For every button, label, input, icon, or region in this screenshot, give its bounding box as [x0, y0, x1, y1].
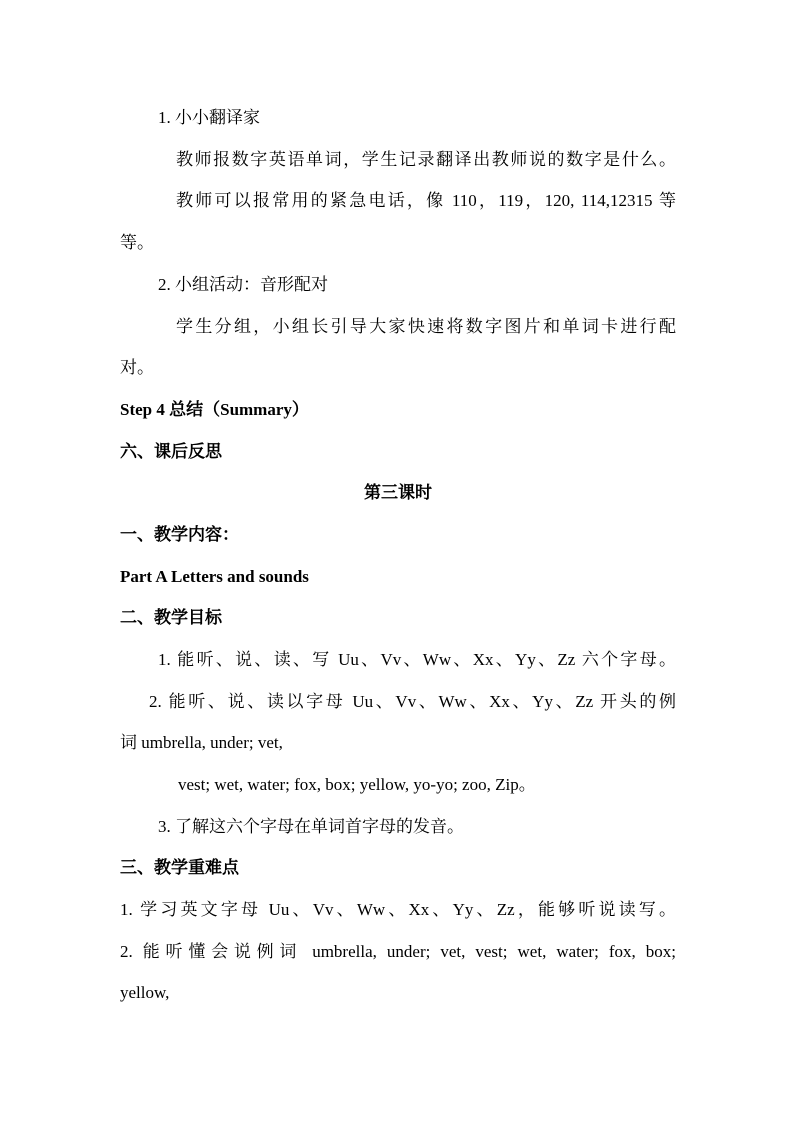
section-heading: 六、课后反思 [120, 442, 222, 461]
lesson-title: 第三课时 [364, 483, 432, 502]
paragraph-line: 教师报数字英语单词，学生记录翻译出教师说的数字是什么。 [176, 150, 676, 169]
objective-item: 3. 了解这六个字母在单词首字母的发音。 [158, 817, 464, 836]
paragraph-line: 教师可以报常用的紧急电话，像 110，119，120, 114,12315 等 [176, 191, 676, 210]
step-heading: Step 4 总结（Summary） [120, 400, 309, 419]
section-heading: 三、教学重难点 [120, 858, 239, 877]
paragraph-line: 对。 [120, 358, 154, 377]
objective-item: 2. 能听、说、读以字母 Uu、Vv、Ww、Xx、Yy、Zz 开头的例 [149, 692, 676, 711]
objective-item: 1. 能听、说、读、写 Uu、Vv、Ww、Xx、Yy、Zz 六个字母。 [158, 650, 676, 669]
paragraph-line: vest; wet, water; fox, box; yellow, yo-yo; zoo, Zip。 [178, 775, 536, 794]
part-heading: Part A Letters and sounds [120, 567, 309, 586]
paragraph-line: 学生分组，小组长引导大家快速将数字图片和单词卡进行配 [176, 317, 676, 336]
paragraph-line: 等。 [120, 233, 154, 252]
list-item-group-activity: 2. 小组活动：音形配对 [158, 275, 328, 294]
section-heading: 一、教学内容： [120, 525, 239, 544]
paragraph-line: 词 umbrella, under; vet, [120, 733, 283, 752]
paragraph-line: yellow, [120, 983, 170, 1002]
section-heading: 二、教学目标 [120, 608, 222, 627]
list-item-translator: 1. 小小翻译家 [158, 108, 260, 127]
key-point-item: 2. 能听懂会说例词 umbrella, under; vet, vest; wet, water; fox, box; [120, 942, 676, 961]
key-point-item: 1. 学习英文字母 Uu、Vv、Ww、Xx、Yy、Zz，能够听说读写。 [120, 900, 676, 919]
